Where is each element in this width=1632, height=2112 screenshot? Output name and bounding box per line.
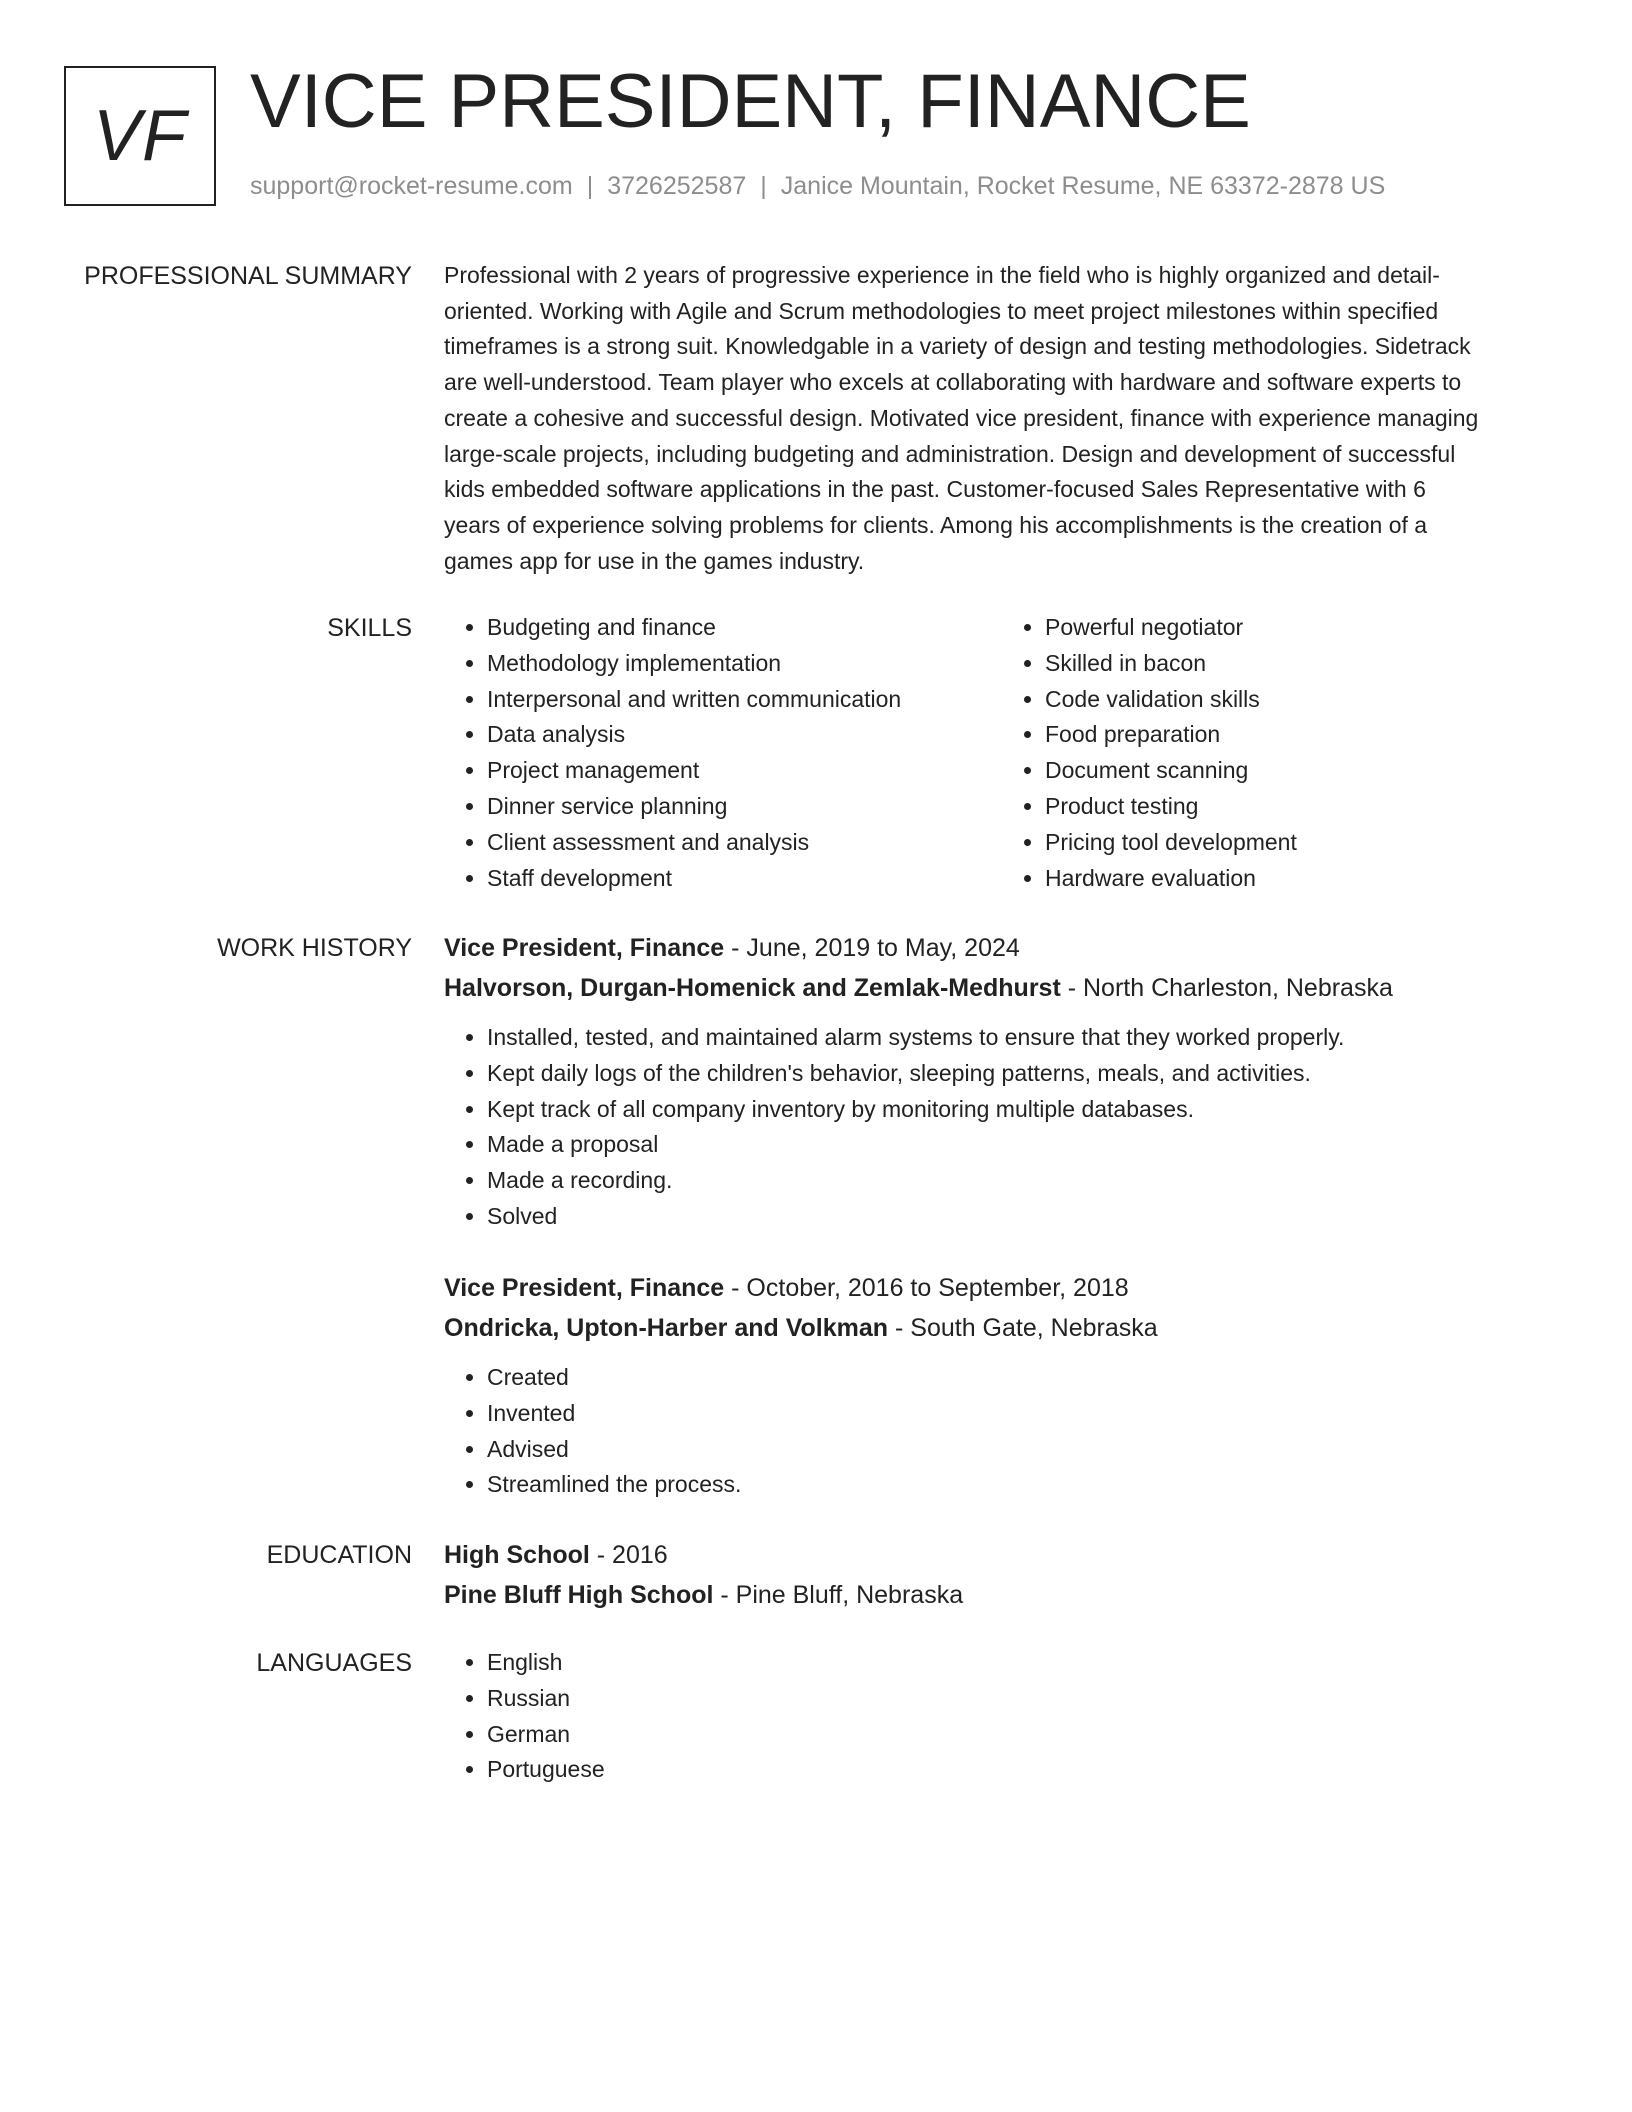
- job-bullet: • Created: [487, 1360, 1560, 1396]
- skills-list-left: [444, 610, 1002, 896]
- degree-line: [444, 1535, 1560, 1575]
- skill-item: • Budgeting and finance: [487, 610, 1002, 646]
- language-item: • German: [487, 1717, 1560, 1753]
- contact-line: [250, 172, 1385, 201]
- job-entry: [444, 928, 1560, 1235]
- work-history-heading: WORK HISTORY: [217, 934, 412, 962]
- skill-item: • Document scanning: [1045, 753, 1560, 789]
- job-entry: [444, 1268, 1560, 1503]
- monogram-badge: VF: [64, 66, 216, 206]
- language-item: • English: [487, 1645, 1560, 1681]
- education-heading: EDUCATION: [266, 1541, 412, 1569]
- skill-item: • Dinner service planning: [487, 789, 1002, 825]
- language-item: • Portuguese: [487, 1752, 1560, 1788]
- school-line: [444, 1575, 1560, 1615]
- job-dates: - October, 2016 to September, 2018: [724, 1274, 1129, 1302]
- summary-line: Professional with 2 years of progressive experience in the field who is highly organized and detail-: [444, 262, 1440, 288]
- skill-item: • Pricing tool development: [1045, 825, 1560, 861]
- school-location: - Pine Bluff, Nebraska: [713, 1581, 964, 1609]
- school-name: Pine Bluff High School: [444, 1581, 714, 1609]
- job-bullet: • Kept daily logs of the children's behavior, sleeping patterns, meals, and activities.: [487, 1056, 1560, 1092]
- summary-line: oriented. Working with Agile and Scrum methodologies to meet project milestones within specified: [444, 297, 1439, 324]
- summary-line: timeframes is a strong suit. Knowledgable in a variety of design and testing methodologies. Sidetrack: [444, 333, 1471, 360]
- skill-item: • Hardware evaluation: [1045, 861, 1560, 897]
- skill-item: • Project management: [487, 753, 1002, 789]
- job-bullet: • Streamlined the process.: [487, 1467, 1560, 1503]
- skill-item: • Code validation skills: [1045, 682, 1560, 718]
- job-dates: - June, 2019 to May, 2024: [724, 934, 1020, 962]
- job-bullets: [444, 1360, 1560, 1503]
- contact-separator: |: [760, 172, 767, 200]
- skill-item: • Staff development: [487, 861, 1002, 897]
- page-title: VICE PRESIDENT, FINANCE: [250, 59, 1251, 144]
- summary-line: large-scale projects, including budgeting and administration. Design and development of successful: [444, 440, 1456, 467]
- job-company: Halvorson, Durgan-Homenick and Zemlak-Medhurst: [444, 974, 1061, 1002]
- summary-line: are well-understood. Team player who excels at collaborating with hardware and software experts to: [444, 369, 1462, 396]
- degree: High School: [444, 1541, 590, 1569]
- job-bullet: • Kept track of all company inventory by monitoring multiple databases.: [487, 1092, 1560, 1128]
- job-company-line: [444, 968, 1560, 1008]
- summary-text: [444, 258, 1560, 579]
- skill-item: • Skilled in bacon: [1045, 646, 1560, 682]
- skill-item: • Data analysis: [487, 717, 1002, 753]
- summary-line: kids embedded software applications in the past. Customer-focused Sales Representative with 6: [444, 476, 1426, 503]
- job-bullet: • Advised: [487, 1432, 1560, 1468]
- job-bullet: • Made a proposal: [487, 1127, 1560, 1163]
- languages-list: [444, 1645, 1560, 1788]
- job-bullet: • Made a recording.: [487, 1163, 1560, 1199]
- job-location: - South Gate, Nebraska: [888, 1314, 1158, 1342]
- job-bullet: • Solved: [487, 1199, 1560, 1235]
- summary-line: create a cohesive and successful design. Motivated vice president, finance with experience managing: [444, 404, 1479, 431]
- skill-item: • Product testing: [1045, 789, 1560, 825]
- contact-email: support@rocket-resume.com: [250, 172, 573, 200]
- contact-separator: |: [586, 172, 594, 200]
- job-title-line: [444, 928, 1560, 968]
- education-entry: [444, 1535, 1560, 1615]
- job-bullet: • Invented: [487, 1396, 1560, 1432]
- languages-body: [444, 1645, 1560, 1788]
- job-bullets: [444, 1020, 1560, 1235]
- job-company: Ondricka, Upton-Harber and Volkman: [444, 1314, 889, 1342]
- summary-line: games app for use in the games industry.: [444, 547, 865, 574]
- degree-year: - 2016: [589, 1541, 668, 1569]
- skill-item: • Powerful negotiator: [1045, 610, 1560, 646]
- job-company-line: [444, 1308, 1560, 1348]
- skill-item: • Interpersonal and written communication: [487, 682, 1002, 718]
- job-location: - North Charleston, Nebraska: [1060, 974, 1393, 1002]
- skills-heading: SKILLS: [327, 614, 412, 642]
- skill-item: • Methodology implementation: [487, 646, 1002, 682]
- contact-address: Janice Mountain, Rocket Resume, NE 63372-2878 US: [780, 172, 1386, 200]
- job-title: Vice President, Finance: [444, 1274, 725, 1302]
- job-bullet: • Installed, tested, and maintained alarm systems to ensure that they worked properly.: [487, 1020, 1560, 1056]
- job-title: Vice President, Finance: [444, 934, 725, 962]
- skill-item: • Client assessment and analysis: [487, 825, 1002, 861]
- skills-list-right: [1002, 610, 1560, 896]
- skill-item: • Food preparation: [1045, 717, 1560, 753]
- languages-heading: LANGUAGES: [256, 1649, 412, 1677]
- summary-heading: PROFESSIONAL SUMMARY: [84, 262, 412, 290]
- skills-columns: [444, 610, 1560, 896]
- language-item: • Russian: [487, 1681, 1560, 1717]
- summary-line: years of experience solving problems for clients. Among his accomplishments is the creation of a: [444, 511, 1428, 538]
- contact-phone: 3726252587: [607, 172, 747, 200]
- job-title-line: [444, 1268, 1560, 1308]
